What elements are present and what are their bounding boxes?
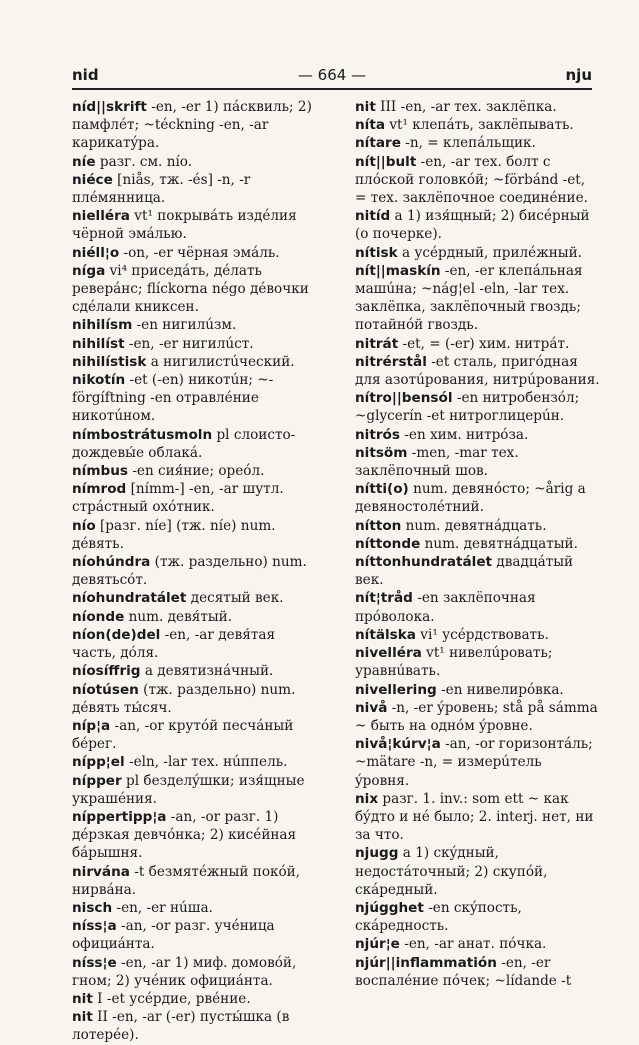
entry-headword: nirvána <box>72 863 130 880</box>
entry-headword: nítti(o) <box>355 481 409 498</box>
entry-definition: -et, = (-er) хим. нитрáт. <box>398 335 570 352</box>
entry-definition: -an, -or крутóй песчáный бéрег. <box>72 717 294 753</box>
entry-headword: nivelléra <box>355 645 422 662</box>
header-rule <box>72 88 592 90</box>
entry-headword: njúgghet <box>355 899 424 916</box>
entry-definition: vt¹ клепáть, заклёпывать. <box>385 117 574 134</box>
entry-definition: -an, -or разг. 1) дéрзкая девчóнка; 2) кисéйная бáрышня. <box>72 808 297 862</box>
entry-definition: -en, -er нúша. <box>112 899 213 916</box>
entry-headword: nímbostrátusmoln <box>72 426 213 443</box>
entry-headword: níd||skrift <box>72 99 147 115</box>
entry-headword: níga <box>72 262 106 279</box>
entry-headword: njúr||inflammatión <box>355 954 497 971</box>
entry-definition: a 1) скýдный, недостáточный; 2) скупóй, скáредный. <box>355 845 548 898</box>
dictionary-entry <box>72 863 317 899</box>
dictionary-entry <box>72 990 317 1008</box>
dictionary-entry <box>72 753 317 771</box>
entry-headword: niéll¦o <box>72 244 120 261</box>
dictionary-entry <box>72 335 317 353</box>
dictionary-entry <box>355 426 600 444</box>
entry-definition: -en, -er клепáльная машúна; ~nág¦el -eln, -lar тех. заклёпка, заклёпочный гвоздь; потайнóй гвоздь. <box>355 262 583 334</box>
entry-definition: a девятизнáчный. <box>140 663 274 680</box>
entry-headword: nítro||bensól <box>355 390 453 407</box>
entry-definition: pl слоисто-дождевы́е облакá. <box>72 426 296 461</box>
entry-definition: разг. 1. inv.: som ett ~ как бýдто и нé было; 2. interj. нет, ни за что. <box>355 790 594 844</box>
dictionary-entry <box>72 626 317 662</box>
entry-headword: nítälska <box>355 626 416 643</box>
entry-definition: -en, -er нигилúст. <box>124 335 254 352</box>
dictionary-entry <box>72 899 317 917</box>
entry-headword: níp¦a <box>72 717 111 734</box>
dictionary-entry <box>355 899 600 935</box>
entry-headword: níon(de)del <box>72 626 161 643</box>
entry-headword: nítare <box>355 135 401 152</box>
entry-definition: pl безделýшки; изя́щные украшéния. <box>72 772 305 807</box>
entry-headword: nípper <box>72 772 122 789</box>
entry-headword: njugg <box>355 845 399 862</box>
dictionary-entry <box>355 262 600 335</box>
entry-definition: a нигилистúческий. <box>146 353 295 370</box>
dictionary-entry <box>72 153 317 171</box>
dictionary-entry <box>72 426 317 462</box>
dictionary-entry <box>355 244 600 262</box>
entry-headword: níotúsen <box>72 681 139 698</box>
entry-headword: nítton <box>355 517 402 534</box>
entry-definition: num. девя́тый. <box>124 608 233 625</box>
entry-headword: nivå¦kúrv¦a <box>355 736 441 753</box>
entry-headword: níosíffrig <box>72 663 141 680</box>
entry-definition: [nímm-] -en, -ar шутл. стрáстный охóтник. <box>72 481 284 516</box>
entry-headword: nit <box>355 99 376 115</box>
dictionary-entry <box>72 480 317 516</box>
entry-definition: -an, -or разг. учéница официáнта. <box>72 918 275 953</box>
entry-definition: -en, -ar 1) миф. домовóй, гном; 2) учéник официáнта. <box>72 954 297 989</box>
dictionary-entry <box>72 316 317 334</box>
entry-definition: двадцáтый век. <box>355 554 574 589</box>
entry-definition: (тж. раздельно) num. дéвять ты́сяч. <box>72 681 296 716</box>
entry-headword: nivå <box>355 699 388 716</box>
entry-definition: vi¹ усéрдствовать. <box>415 626 549 643</box>
dictionary-entry <box>355 517 600 535</box>
entry-definition: vi⁴ приседáть, дéлать реверáнс; flíckorna négo дéвочки сдéлали книксен. <box>72 262 309 316</box>
entry-definition: десятый век. <box>186 590 284 607</box>
right-running-head: nju <box>565 66 592 84</box>
entry-headword: nitsöm <box>355 444 408 461</box>
entry-headword: nímrod <box>72 481 127 498</box>
dictionary-entry <box>72 517 317 553</box>
entry-headword: niéce <box>72 171 113 188</box>
entry-definition: -en заклёпочная прóволока. <box>355 590 536 625</box>
entry-definition: num. девянóсто; ~årig a девяностолéтний. <box>355 481 586 516</box>
entry-definition: -en, -ar анат. пóчка. <box>399 936 547 953</box>
dictionary-entry <box>355 153 600 208</box>
entry-definition: vt¹ нивелúровать; уравнúвать. <box>355 645 553 680</box>
dictionary-entry <box>72 244 317 262</box>
dictionary-entry <box>72 553 317 589</box>
dictionary-entry <box>72 662 317 680</box>
entry-headword: níss¦a <box>72 918 117 935</box>
entry-headword: nímbus <box>72 463 129 480</box>
entry-headword: nihilístisk <box>72 353 147 370</box>
entry-headword: níss¦e <box>72 954 117 971</box>
dictionary-entry <box>72 681 317 717</box>
page-number: — 664 — <box>297 66 367 84</box>
entry-headword: níttonde <box>355 535 421 552</box>
entry-headword: nihilísm <box>72 317 133 334</box>
dictionary-entry <box>72 98 317 153</box>
entry-headword: nit <box>72 1009 93 1026</box>
entry-headword: nitrát <box>355 335 399 352</box>
entry-headword: nitrós <box>355 426 400 443</box>
entry-definition: a 1) изя́щный; 2) бисéрный (о почерке). <box>355 208 590 243</box>
dictionary-entry <box>355 589 600 625</box>
dictionary-entry <box>72 917 317 953</box>
dictionary-entry <box>355 116 600 134</box>
entry-definition: разг. см. nío. <box>95 153 193 170</box>
entry-headword: níohundratálet <box>72 590 187 607</box>
entry-definition: num. девятнáдцать. <box>401 517 547 534</box>
dictionary-entry <box>355 444 600 480</box>
entry-headword: níppertipp¦a <box>72 808 167 825</box>
entry-definition: vt¹ покрывáть издéлия чёрной эмáлью. <box>72 208 297 243</box>
entry-definition: -en, -er воспалéние пóчек; ~lídande -t <box>355 954 572 989</box>
entry-headword: nix <box>355 790 379 807</box>
dictionary-entry <box>355 790 600 845</box>
dictionary-entry <box>355 954 600 990</box>
entry-headword: nít||bult <box>355 153 417 170</box>
dictionary-entry <box>355 681 600 699</box>
entry-definition: -en, -er 1) пáсквиль; 2) памфлéт; ~téckning -en, -ar карикатýра. <box>72 99 312 152</box>
entry-definition: -n, -er ýровень; stå på sámma ~ быть на однóм ýровне. <box>355 699 598 734</box>
entry-headword: nihilíst <box>72 335 125 352</box>
entry-definition: a усéрдный, прилéжный. <box>397 244 582 261</box>
entry-definition: -et сталь, пригóдная для азотúрования, нитрúрования. <box>355 353 600 389</box>
entry-headword: níta <box>355 117 386 134</box>
entry-definition: -on, -er чёрная эмáль. <box>119 244 280 261</box>
entry-headword: nío <box>72 517 96 534</box>
entry-headword: níohúndra <box>72 554 151 571</box>
entry-headword: nisch <box>72 899 113 916</box>
entry-definition: -t безмятéжный покóй, нирвáна. <box>72 863 301 898</box>
entry-headword: nielléra <box>72 208 130 225</box>
dictionary-entry <box>72 1008 317 1044</box>
dictionary-entry <box>355 207 600 243</box>
entry-definition: [разг. níe] (тж. níe) num. дéвять. <box>72 517 276 552</box>
entry-headword: nitrérstål <box>355 353 427 370</box>
dictionary-entry <box>355 98 600 116</box>
entry-definition: -eln, -lar тех. нúппель. <box>124 754 288 771</box>
entry-headword: níonde <box>72 608 125 625</box>
dictionary-entry <box>72 954 317 990</box>
entry-definition: -an, -or горизонтáль; ~mätare -n, = измерúтель ýровня. <box>355 736 593 789</box>
left-column <box>72 98 317 1045</box>
dictionary-entry <box>355 389 600 425</box>
entry-definition: [niås, тж. -és] -n, -r плéмянница. <box>72 171 251 207</box>
dictionary-entry <box>72 608 317 626</box>
entry-headword: nítisk <box>355 244 398 261</box>
entry-headword: níttonhundratálet <box>355 554 493 571</box>
entry-headword: nitíd <box>355 208 391 225</box>
dictionary-entry <box>72 589 317 607</box>
entry-definition: num. девятнáдцатый. <box>420 535 578 552</box>
dictionary-entry <box>355 553 600 589</box>
dictionary-entry <box>72 262 317 317</box>
entry-definition: (тж. раздельно) num. девятьсóт. <box>72 554 307 589</box>
dictionary-entry <box>355 935 600 953</box>
page-header <box>72 66 592 88</box>
dictionary-entry <box>355 844 600 899</box>
entry-definition: -en хим. нитрóза. <box>399 426 529 443</box>
dictionary-entry <box>355 735 600 790</box>
entry-definition: -en нивелирóвка. <box>436 681 564 698</box>
entry-definition: -et (-en) никотúн; ~-förgíftning -en отравлéние никотúном. <box>72 372 274 425</box>
dictionary-entry <box>355 626 600 644</box>
right-column <box>355 98 600 990</box>
entry-definition: -en, -ar девя́тая часть, дóля. <box>72 626 276 662</box>
dictionary-entry <box>72 171 317 207</box>
entry-definition: -en, -ar тех. болт с плóской головкóй; ~förbánd -et, = тех. заклёпочное соединéние. <box>355 153 588 207</box>
entry-definition: II -en, -ar (-er) пусты́шка (в лотерéе). <box>72 1009 290 1044</box>
entry-headword: nikotín <box>72 372 126 389</box>
entry-definition: -en нигилúзм. <box>132 317 237 334</box>
entry-definition: -en нитробензóл; ~glycerín -et нитроглицерúн. <box>355 390 580 425</box>
entry-headword: nít¦tråd <box>355 590 413 607</box>
entry-headword: nivellering <box>355 681 437 698</box>
dictionary-entry <box>72 353 317 371</box>
entry-headword: njúr¦e <box>355 936 400 953</box>
left-running-head: nid <box>72 66 99 84</box>
dictionary-entry <box>355 353 600 389</box>
entry-headword: níe <box>72 153 96 170</box>
entry-definition: I -et усéрдие, рвéние. <box>92 990 251 1007</box>
dictionary-entry <box>355 644 600 680</box>
dictionary-entry <box>355 134 600 152</box>
entry-headword: nít||maskín <box>355 262 441 279</box>
entry-headword: nit <box>72 990 93 1007</box>
entry-definition: -en сия́ние; ореóл. <box>128 463 265 480</box>
entry-definition: -men, -mar тех. заклёпочный шов. <box>355 444 519 480</box>
dictionary-entry <box>72 462 317 480</box>
dictionary-entry <box>72 717 317 753</box>
dictionary-entry <box>72 207 317 243</box>
dictionary-entry <box>72 808 317 863</box>
dictionary-entry <box>72 371 317 426</box>
entry-definition: III -en, -ar тех. заклёпка. <box>375 99 557 115</box>
dictionary-entry <box>72 772 317 808</box>
dictionary-entry <box>355 480 600 516</box>
entry-definition: -n, = клепáльщик. <box>400 135 536 152</box>
dictionary-entry <box>355 535 600 553</box>
entry-definition: -en скýпость, скáредность. <box>355 899 522 935</box>
dictionary-entry <box>355 699 600 735</box>
entry-headword: nípp¦el <box>72 754 125 771</box>
dictionary-entry <box>355 335 600 353</box>
